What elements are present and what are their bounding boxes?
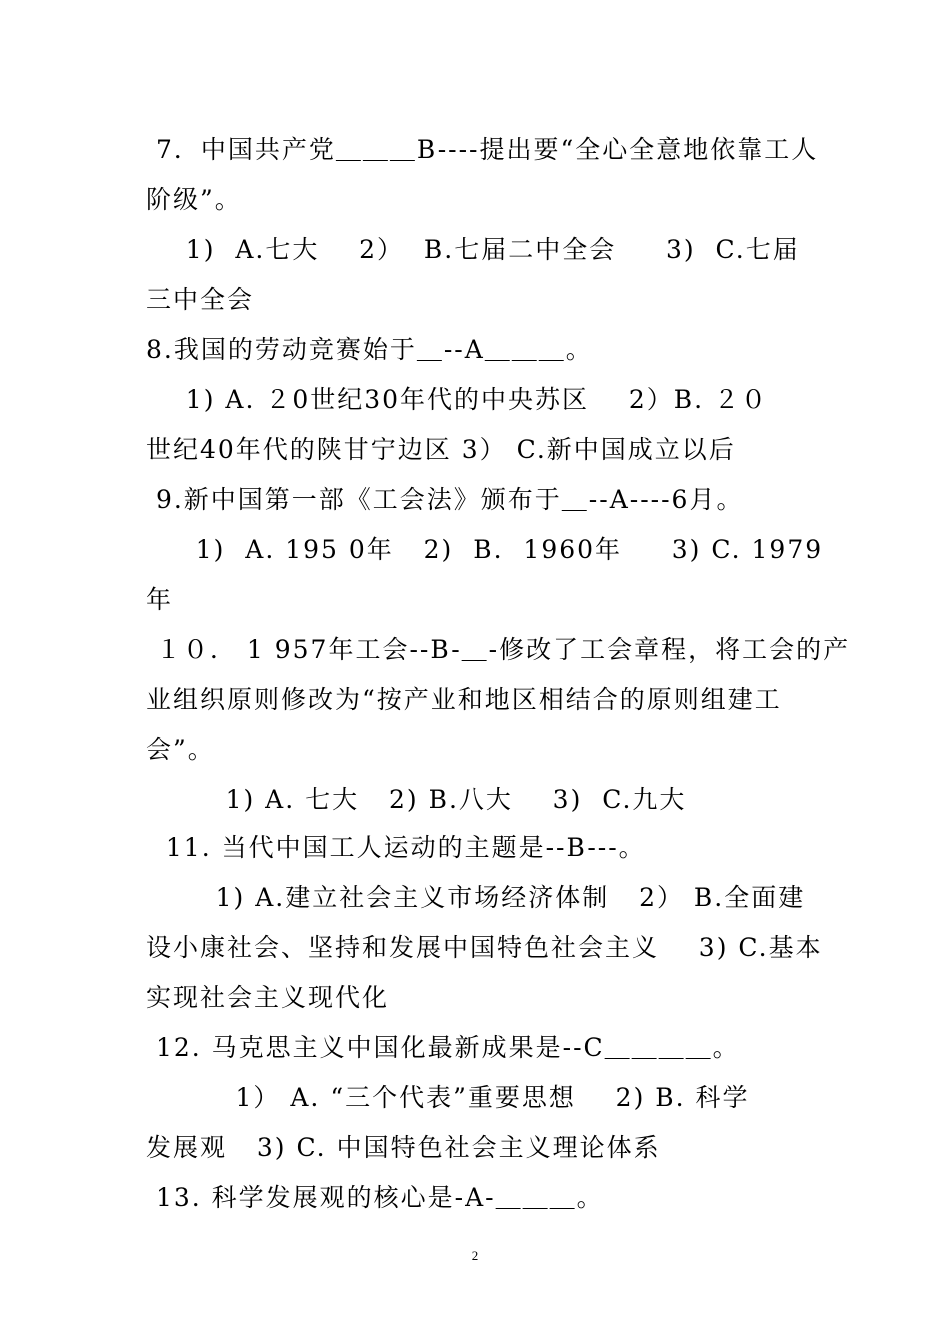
question-10-stem-cont: 业组织原则修改为“按产业和地区相结合的原则组建工 <box>146 685 782 714</box>
question-9-options: 1) A. 195 0年 2) B. 1960年 3) C. 1979 <box>146 535 824 564</box>
question-12-options-cont: 发展观 3) C. 中国特色社会主义理论体系 <box>146 1133 661 1162</box>
question-7-options-cont: 三中全会 <box>146 285 255 314</box>
question-12-options: 1） A. “三个代表”重要思想 2) B. 科学 <box>146 1083 750 1112</box>
question-10-options: 1) A. 七大 2) B.八大 3) C.九大 <box>146 785 687 814</box>
question-7-stem-cont: 阶级”。 <box>146 185 242 214</box>
question-8-stem: 8.我国的劳动竞赛始于＿--A＿＿＿。 <box>146 335 593 364</box>
question-7-stem: 7．中国共产党＿＿＿B----提出要“全心全意地依靠工人 <box>146 135 819 164</box>
question-7-options: 1) A.七大 2） B.七届二中全会 3) C.七届 <box>146 235 800 264</box>
question-10-stem: １０． 1 957年工会--B-＿-修改了工会章程，将工会的产 <box>146 635 851 664</box>
question-11-options-end: 实现社会主义现代化 <box>146 983 390 1012</box>
question-13-stem: 13. 科学发展观的核心是-A-＿＿＿。 <box>146 1183 604 1212</box>
page-number: 2 <box>471 1248 479 1263</box>
question-9-stem: 9.新中国第一部《工会法》颁布于＿--A----6月。 <box>146 485 744 514</box>
question-11-options-cont: 设小康社会、坚持和发展中国特色社会主义 3) C.基本 <box>146 933 823 962</box>
question-10-stem-end: 会”。 <box>146 735 215 764</box>
question-12-stem: 12. 马克思主义中国化最新成果是--C＿＿＿＿。 <box>146 1033 740 1062</box>
question-8-options-cont: 世纪40年代的陕甘宁边区 3） C.新中国成立以后 <box>146 435 736 464</box>
question-11-options: 1) A.建立社会主义市场经济体制 2） B.全面建 <box>146 883 806 912</box>
question-9-options-cont: 年 <box>146 585 174 614</box>
question-8-options: 1) A. ２0世纪30年代的中央苏区 2）B. ２０ <box>146 385 769 414</box>
question-11-stem: 11. 当代中国工人运动的主题是--B---。 <box>146 833 646 862</box>
